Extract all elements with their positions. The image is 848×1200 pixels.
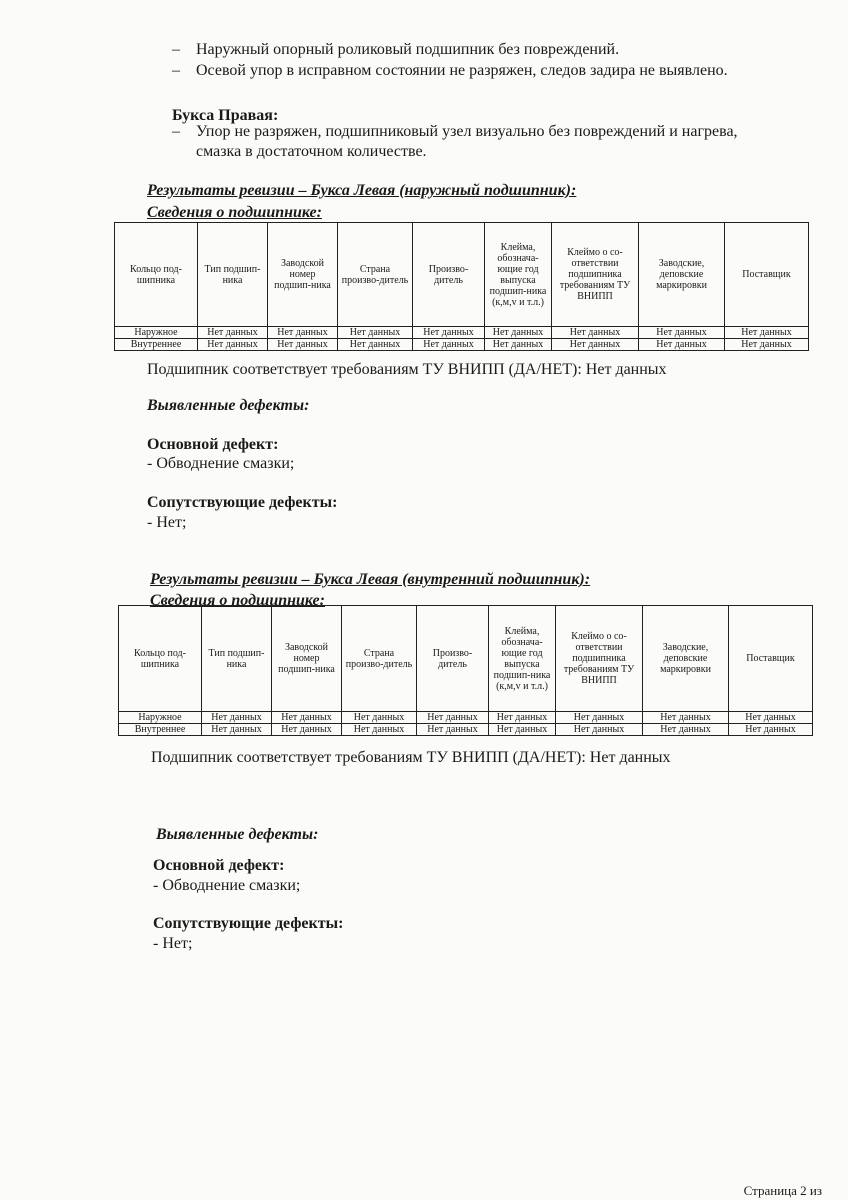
table-cell: Нет данных <box>643 724 729 736</box>
header-cell: Клеймо о со-ответствии подшипника требованиям ТУ ВНИПП <box>556 606 643 712</box>
table-cell: Нет данных <box>342 724 417 736</box>
section-1-concomitant-label: Сопутствующие дефекты: <box>147 494 338 511</box>
header-cell: Кольцо под-шипника <box>115 223 198 327</box>
header-cell: Поставщик <box>725 223 809 327</box>
table-cell: Нет данных <box>725 339 809 351</box>
right-axlebox-heading: Букса Правая: <box>172 107 279 124</box>
table-cell: Нет данных <box>338 339 413 351</box>
section-2-main-defect-label: Основной дефект: <box>153 857 285 874</box>
section-1-subtitle: Сведения о подшипнике: <box>147 204 322 221</box>
table-cell: Нет данных <box>272 724 342 736</box>
table-cell: Нет данных <box>729 724 813 736</box>
table-cell: Нет данных <box>202 712 272 724</box>
table-cell: Нет данных <box>556 724 643 736</box>
section-1-main-defect-label: Основной дефект: <box>147 436 279 453</box>
table-cell: Нет данных <box>338 327 413 339</box>
table-row <box>119 712 813 724</box>
table-cell: Нет данных <box>198 327 268 339</box>
header-cell: Клейма, обознача-ющие год выпуска подшип-ника (к,м,v и т.л.) <box>485 223 552 327</box>
bullet-dash: – <box>172 41 180 58</box>
header-cell: Тип подшип-ника <box>198 223 268 327</box>
section-1-main-defect: - Обводнение смазки; <box>147 455 295 472</box>
table-cell: Нет данных <box>729 712 813 724</box>
header-cell: Поставщик <box>729 606 813 712</box>
section-1-bearing-table <box>114 222 809 351</box>
section-1-compliance: Подшипник соответствует требованиям ТУ ВНИПП (ДА/НЕТ): Нет данных <box>147 361 667 378</box>
table-cell: Нет данных <box>417 724 489 736</box>
header-cell: Заводские, деповские маркировки <box>643 606 729 712</box>
ring-cell: Внутреннее <box>119 724 202 736</box>
table-cell: Нет данных <box>639 339 725 351</box>
table-cell: Нет данных <box>489 724 556 736</box>
intro-bullet-text: Наружный опорный роликовый подшипник без повреждений. <box>196 41 620 58</box>
section-2-subtitle: Сведения о подшипнике: <box>150 592 325 609</box>
table-cell: Нет данных <box>639 327 725 339</box>
table-cell: Нет данных <box>413 339 485 351</box>
table-cell: Нет данных <box>272 712 342 724</box>
header-cell: Клейма, обознача-ющие год выпуска подшип-ника (к,м,v и т.л.) <box>489 606 556 712</box>
header-cell: Заводской номер подшип-ника <box>268 223 338 327</box>
table-cell: Нет данных <box>643 712 729 724</box>
ring-cell: Внутреннее <box>115 339 198 351</box>
section-2-bearing-table <box>118 605 813 736</box>
section-1-concomitant: - Нет; <box>147 514 187 531</box>
right-axlebox-text-line2: смазка в достаточном количестве. <box>196 143 427 160</box>
table-cell: Нет данных <box>417 712 489 724</box>
header-cell: Произво-дитель <box>417 606 489 712</box>
header-cell: Клеймо о со-ответствии подшипника требованиям ТУ ВНИПП <box>552 223 639 327</box>
header-cell: Страна произво-дитель <box>338 223 413 327</box>
header-cell: Произво-дитель <box>413 223 485 327</box>
table-row <box>119 724 813 736</box>
section-2-main-defect: - Обводнение смазки; <box>153 877 301 894</box>
table-cell: Нет данных <box>342 712 417 724</box>
ring-cell: Наружное <box>119 712 202 724</box>
header-cell: Заводской номер подшип-ника <box>272 606 342 712</box>
table-row <box>115 327 809 339</box>
table-cell: Нет данных <box>556 712 643 724</box>
header-cell: Кольцо под-шипника <box>119 606 202 712</box>
table-cell: Нет данных <box>202 724 272 736</box>
ring-cell: Наружное <box>115 327 198 339</box>
header-cell: Заводские, деповские маркировки <box>639 223 725 327</box>
page-footer: Страница 2 из <box>743 1183 822 1198</box>
section-2-title: Результаты ревизии – Букса Левая (внутренний подшипник): <box>150 571 591 588</box>
header-cell: Страна произво-дитель <box>342 606 417 712</box>
table-header-row <box>119 606 813 712</box>
right-axlebox-text-line1: Упор не разряжен, подшипниковый узел визуально без повреждений и нагрева, <box>196 123 738 140</box>
section-2-compliance: Подшипник соответствует требованиям ТУ ВНИПП (ДА/НЕТ): Нет данных <box>151 749 671 766</box>
bullet-dash: – <box>172 123 180 140</box>
table-cell: Нет данных <box>485 339 552 351</box>
section-1-title: Результаты ревизии – Букса Левая (наружный подшипник): <box>147 182 577 199</box>
header-cell: Тип подшип-ника <box>202 606 272 712</box>
table-cell: Нет данных <box>725 327 809 339</box>
intro-bullet-text: Осевой упор в исправном состоянии не разряжен, следов задира не выявлено. <box>196 62 728 79</box>
table-cell: Нет данных <box>413 327 485 339</box>
table-row <box>115 339 809 351</box>
section-2-concomitant-label: Сопутствующие дефекты: <box>153 915 344 932</box>
table-cell: Нет данных <box>485 327 552 339</box>
table-cell: Нет данных <box>268 339 338 351</box>
section-2-defects-label: Выявленные дефекты: <box>156 826 319 843</box>
table-cell: Нет данных <box>489 712 556 724</box>
table-cell: Нет данных <box>198 339 268 351</box>
table-cell: Нет данных <box>552 339 639 351</box>
section-2-concomitant: - Нет; <box>153 935 193 952</box>
section-1-defects-label: Выявленные дефекты: <box>147 397 310 414</box>
bullet-dash: – <box>172 62 180 79</box>
table-cell: Нет данных <box>552 327 639 339</box>
table-header-row <box>115 223 809 327</box>
table-cell: Нет данных <box>268 327 338 339</box>
